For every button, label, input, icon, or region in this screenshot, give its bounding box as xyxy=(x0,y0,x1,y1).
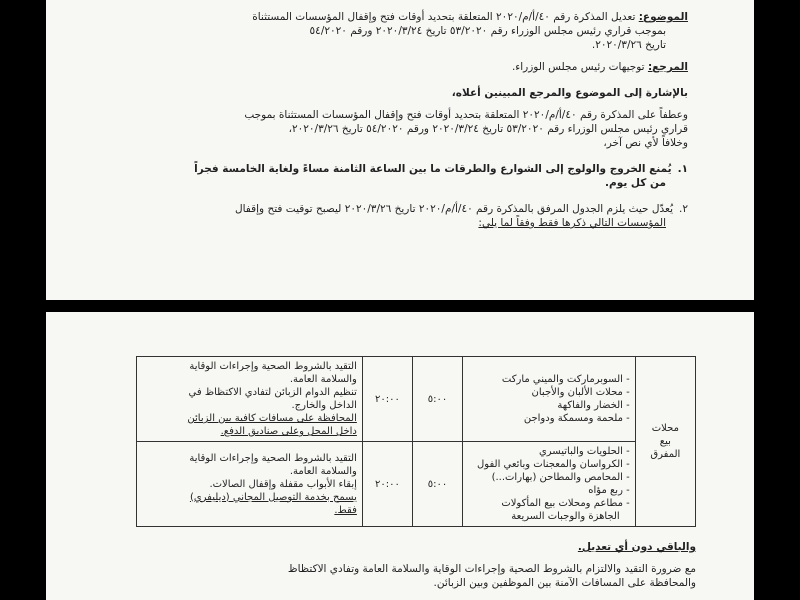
body-line-2: قراري رئيس مجلس الوزراء رقم ٥٣/٢٠٢٠ تاريخ ٢٠٢٠/٣/٢٤ ورقم ٥٤/٢٠٢٠ تاريخ ٢٠٢٠/٣/٢٦، xyxy=(288,123,688,135)
closing-line-1: مع ضرورة التقيد والالتزام بالشروط الصحية وإجراءات الوقاية والسلامة العامة وتفادي الاكتظاظ xyxy=(287,563,696,575)
items-cell xyxy=(463,357,636,442)
remaining-line: والباقي دون أي تعديل. xyxy=(577,541,696,553)
item-2-line-2: المؤسسات التالي ذكرها فقط وفقاً لما يلي: xyxy=(478,217,666,229)
closing-line-2: والمحافظة على المسافات الآمنة بين الموظفين وبين الزبائن. xyxy=(433,577,696,589)
list-item: - ربع مؤاه xyxy=(468,484,630,497)
notes-cell: التقيد بالشروط الصحية وإجراءات الوقاية والسلامة العامة. تنظيم الدوام الزبائن لتفادي الاكتظاظ في الداخل والخارج. المحافظة على مسافات كافية بين الزبائن داخل المحل وعلى صناديق الدفع. xyxy=(137,357,363,442)
items-cell: - الحلويات والباتيسري - الكرواسان والمعجنات وبائعي الفول - المحامص والمطاحن (بهارات...) - ربع مؤاه - مطاعم ومحلات بيع المأكولات الجاهزة والوجبات السريعة xyxy=(463,442,636,527)
item-2-number: ٢. xyxy=(679,203,688,215)
body-line-1: وعطفاً على المذكرة رقم ٤٠/أ/م/٢٠٢٠ المتعلقة بتحديد أوقات فتح وإقفال المؤسسات المستثناة بموجب xyxy=(244,109,688,121)
subject-line xyxy=(70,10,688,24)
list-item: - السوبرماركت والميني ماركت xyxy=(468,373,630,386)
subject-label: الموضوع: xyxy=(638,11,688,23)
list-item: - ملحمة ومسمكة ودواجن xyxy=(468,412,630,425)
closing-section xyxy=(96,540,696,590)
reference-label: المرجع: xyxy=(647,61,688,73)
table-row xyxy=(137,357,696,442)
subject-text-3: تاريخ ٢٠٢٠/٣/٢٦. xyxy=(591,39,666,51)
open-time-cell: ٥:٠٠ xyxy=(412,442,462,527)
list-item: - الخضار والفاكهة xyxy=(468,399,630,412)
item-1-number: ١. xyxy=(677,163,688,175)
open-time-cell: ٥:٠٠ xyxy=(412,357,462,442)
item-2-line-1 xyxy=(70,202,688,216)
table-row xyxy=(137,442,696,527)
item-1-line-1 xyxy=(70,162,688,176)
document-page-2 xyxy=(46,312,754,600)
document-page-1 xyxy=(46,0,754,300)
reference-text: توجيهات رئيس مجلس الوزراء. xyxy=(511,61,645,73)
list-item: - المحامص والمطاحن (بهارات...) xyxy=(468,471,630,484)
hours-table xyxy=(136,356,696,527)
category-cell: محلات بيع المفرق xyxy=(635,357,695,527)
item-1-text: يُمنع الخروج والولوج إلى الشوارع والطرقات ما بين الساعة الثامنة مساءً ولغاية الخامسة فجراً xyxy=(194,163,672,175)
intro-line: بالإشارة إلى الموضوع والمرجع المبينين أعلاه، xyxy=(451,87,688,99)
item-2-text: يُعدّل حيث يلزم الجدول المرفق بالمذكرة رقم ٤٠/أ/م/٢٠٢٠ تاريخ ٢٠٢٠/٣/٢٦ ليصبح توقيت فتح وإقفال xyxy=(234,203,674,215)
close-time-cell: ٢٠:٠٠ xyxy=(362,442,412,527)
list-item: - الكرواسان والمعجنات وبائعي الفول xyxy=(468,458,630,471)
subject-text-1: تعديل المذكرة رقم ٤٠/أ/م/٢٠٢٠ المتعلقة بتحديد أوقات فتح وإقفال المؤسسات المستثناة xyxy=(252,11,636,23)
list-item: - محلات الألبان والأجبان xyxy=(468,386,630,399)
close-time-cell: ٢٠:٠٠ xyxy=(362,357,412,442)
list-item: - الحلويات والباتيسري xyxy=(468,445,630,458)
list-item: - مطاعم ومحلات بيع المأكولات xyxy=(468,497,630,510)
reference-line xyxy=(70,60,688,74)
body-line-3: وخلافاً لأي نص آخر، xyxy=(603,137,688,149)
item-1-line-2: من كل يوم. xyxy=(605,177,666,189)
subject-text-2: بموجب قراري رئيس مجلس الوزراء رقم ٥٣/٢٠٢٠ تاريخ ٢٠٢٠/٣/٢٤ ورقم ٥٤/٢٠٢٠ xyxy=(309,25,666,37)
notes-cell: التقيد بالشروط الصحية وإجراءات الوقاية والسلامة العامة. إبقاء الأبواب مقفلة وإقفال الصالات. يسمح بخدمة التوصيل المجاني (ديليفري) فقط. xyxy=(137,442,363,527)
